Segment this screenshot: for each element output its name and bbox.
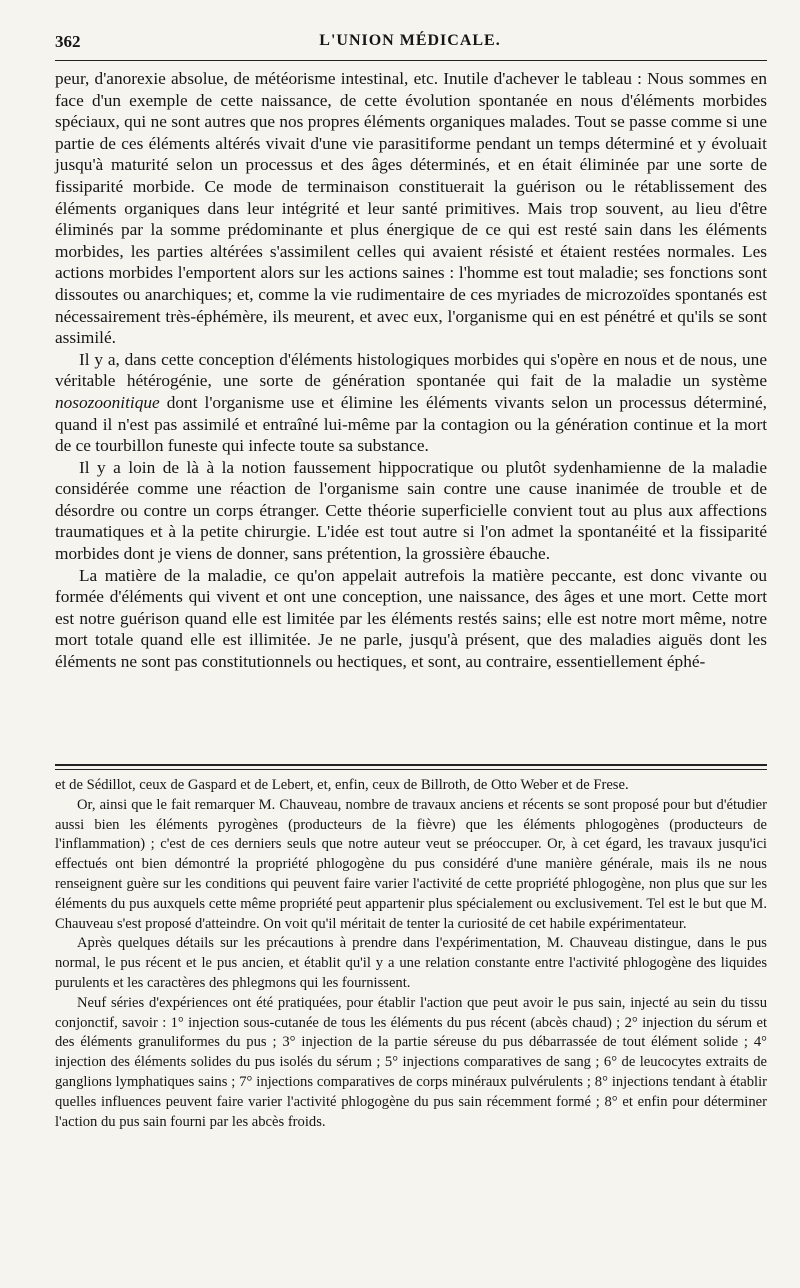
feuilleton-paragraph-4: Neuf séries d'expériences ont été pratiquées, pour établir l'action que peut avoir le pus sain, injecté au sein du tissu conjonctif, savoir : 1° injection sous-cutanée de tous les éléments du pus récent (abcès chaud) ; 2° injection du sérum et des éléments granuliformes du pus ; 3° injection de la partie séreuse du pus débarrassée de tout élément solide ; 4° injection des éléments solides du pus isolés du sérum ; 5° injections comparatives de sang ; 6° de leucocytes extraits de ganglions lymphatiques sains ; 7° injections comparatives de corps minéraux pulvérulents ; 8° injections tendant à établir quelles influences peuvent faire varier l'activité phlogogène du pus sain récemment formé ; 8° et enfin pour déterminer l'action du pus sain fourni par les abcès froids. bbox=[55, 994, 767, 1130]
journal-title: L'UNION MÉDICALE. bbox=[319, 32, 501, 49]
page-number: 362 bbox=[55, 32, 81, 51]
main-paragraph-3: Il y a loin de là à la notion faussement hippocratique ou plutôt sydenhamienne de la maladie considérée comme une réaction de l'organisme sain contre une cause inanimée de trouble et de désordre ou contre un corps étranger. Cette théorie superficielle convient tout au plus aux affections traumatiques et à la petite chirurgie. L'idée est tout autre si l'on admet la spontanéité et la fissiparité morbides dont je viens de donner, sans prétention, la grossière ébauche. bbox=[55, 457, 767, 564]
main-paragraph-2 bbox=[55, 349, 767, 457]
feuilleton-divider-thin bbox=[55, 769, 767, 770]
main-article-text bbox=[55, 68, 767, 673]
main-paragraph-4: La matière de la maladie, ce qu'on appelait autrefois la matière peccante, est donc vivante ou formée d'éléments qui vivent et ont une conception, une naissance, des âges et une mort. Cette mort est notre guérison quand elle est limitée par les éléments restés sains; elle est notre mort même, notre mort totale quand elle est illimitée. Je ne parle, jusqu'à présent, que des maladies aiguës dont les éléments ne sont pas constitutionnels ou hectiques, et sont, au contraire, essentiellement éphé- bbox=[55, 565, 767, 672]
italic-term: nosozoonitique bbox=[55, 392, 160, 412]
feuilleton-paragraph-1: et de Sédillot, ceux de Gaspard et de Lebert, et, enfin, ceux de Billroth, de Otto Weber et de Frese. bbox=[55, 777, 629, 793]
feuilleton-paragraph-3: Après quelques détails sur les précautions à prendre dans l'expérimentation, M. Chauveau distingue, dans le pus normal, le pus récent et le pus ancien, et établit qu'il y a une relation constante entre l'activité phlogogène des liquides purulents et les caractères des phlegmons qui les fournissent. bbox=[55, 935, 767, 991]
main-paragraph-2-end: dont l'organisme use et élimine les éléments vivants selon un processus déterminé, quand il n'est pas assimilé et entraîné lui-même par la contagion ou la génération continue et la mort de ce tourbillon funeste qui infecte toute sa substance. bbox=[55, 392, 767, 456]
header-rule bbox=[55, 60, 767, 61]
main-paragraph-1: peur, d'anorexie absolue, de météorisme intestinal, etc. Inutile d'achever le tableau : Nous sommes en face d'un exemple de cette naissance, de cette évolution spontanée en nous d'éléments morbides spéciaux, qui ne sont autres que nos propres éléments organiques malades. Tout se passe comme si une partie de ces éléments altérés vivait d'une vie parasitiforme pendant un temps déterminé et y évoluait jusqu'à maturité selon un processus et des âges déterminés, et en était éliminée par une sorte de fissiparité morbide. Ce mode de terminaison constituerait la guérison ou le rétablissement des éléments organiques dans leur intégrité et leur santé primitives. Mais trop souvent, au lieu d'être éliminés par la somme prédominante et plus énergique de ce qui est resté sain dans les éléments morbides, les parties altérées s'assimilent celles qui avaient résisté et étaient restées normales. Les actions morbides l'emportent alors sur les actions saines : l'homme est tout maladie; ses fonctions sont dissoutes ou anarchiques; et, comme la vie rudimentaire de ces myriades de microzoïdes spontanés est nécessairement très-éphémère, ils meurent, et avec eux, l'organisme qui en est pénétré et qu'ils se sont assimilé. bbox=[55, 69, 767, 348]
page-header bbox=[55, 30, 765, 58]
feuilleton-text bbox=[55, 776, 767, 1132]
main-paragraph-2-start: Il y a, dans cette conception d'éléments histologiques morbides qui s'opère en nous et de nous, une véritable hétérogénie, une sorte de génération spontanée qui fait de la maladie un système bbox=[55, 349, 767, 391]
feuilleton-paragraph-2: Or, ainsi que le fait remarquer M. Chauveau, nombre de travaux anciens et récents se sont proposé pour but d'étudier aussi bien les éléments pyrogènes (producteurs de la fièvre) que les éléments phlogogènes (producteurs de l'inflammation) ; c'est de ces derniers seuls que notre auteur veut se préoccuper. Or, à cet égard, les travaux jusqu'ici effectués ont bien démontré la propriété phlogogène du pus considéré d'une manière générale, mais ils ne nous renseignent guère sur les conditions qui peuvent faire varier l'activité de cette propriété phlogogène, non plus que sur les éléments du pus auxquels cette même propriété peut appartenir plus spécialement ou exclusivement. Tel est le but que M. Chauveau s'est proposé d'atteindre. On voit qu'il méritait de tenter la curiosité de cet habile expérimentateur. bbox=[55, 796, 767, 932]
feuilleton-divider-thick bbox=[55, 764, 767, 766]
